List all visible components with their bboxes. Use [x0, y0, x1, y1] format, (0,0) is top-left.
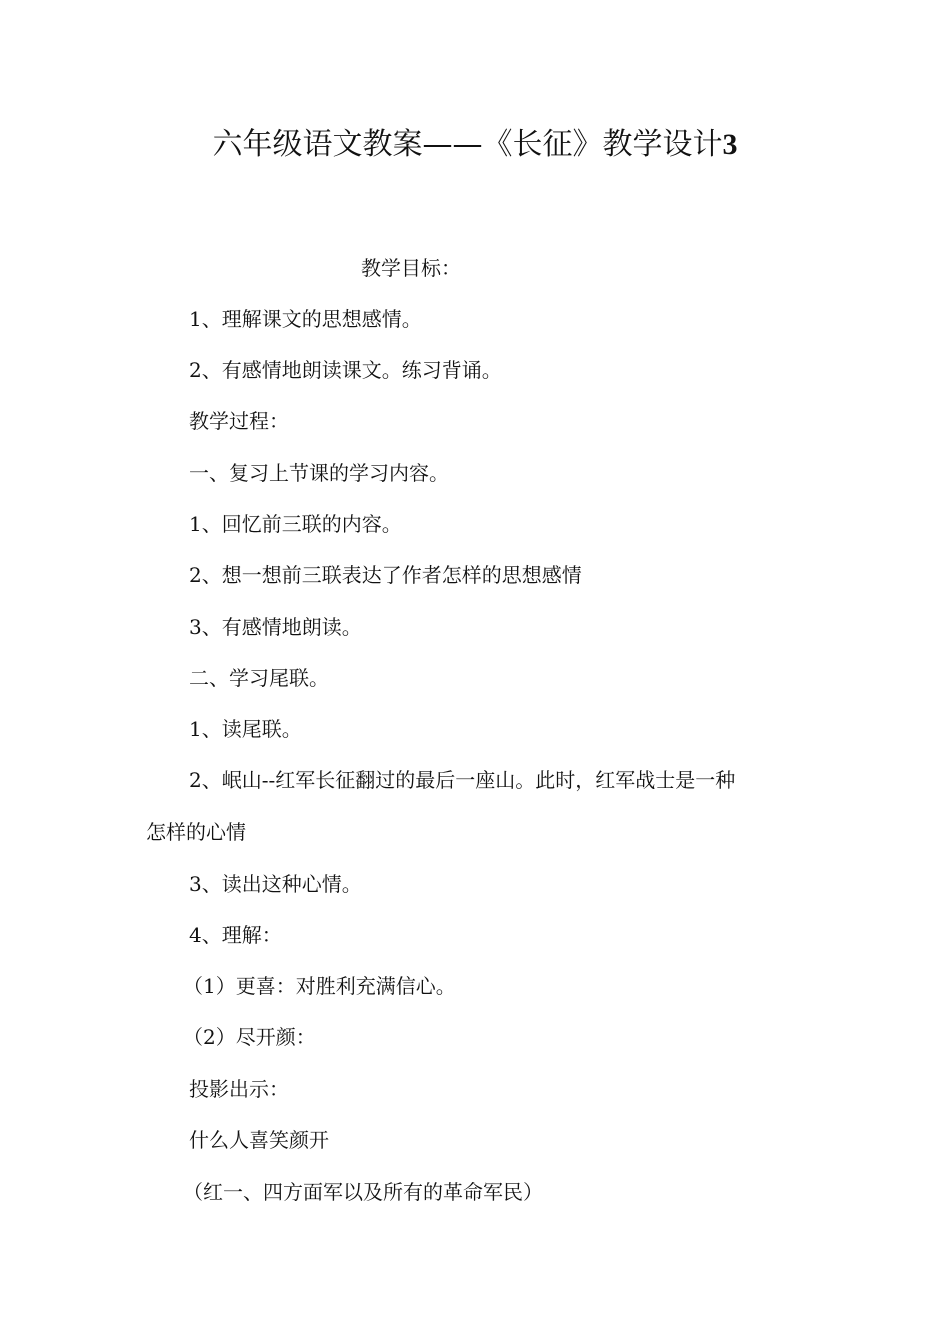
- paragraph: 1、读尾联。: [189, 717, 302, 741]
- paragraph: 3、读出这种心情。: [189, 872, 362, 896]
- paragraph: 3、有感情地朗读。: [189, 615, 362, 639]
- paragraph: （1）更喜：对胜利充满信心。: [183, 974, 456, 998]
- paragraph: 什么人喜笑颜开: [189, 1128, 329, 1152]
- section-heading: 二、学习尾联。: [189, 666, 329, 690]
- section-heading: 一、复习上节课的学习内容。: [189, 461, 449, 485]
- paragraph-continuation: 怎样的心情: [146, 820, 246, 844]
- document-title: [0, 123, 950, 167]
- paragraph: 4、理解：: [189, 923, 282, 947]
- paragraph: （红一、四方面军以及所有的革命军民）: [183, 1180, 543, 1204]
- title-number: 3: [722, 128, 738, 161]
- heading-teaching-process: 教学过程：: [189, 409, 289, 433]
- paragraph: 2、想一想前三联表达了作者怎样的思想感情: [189, 563, 582, 587]
- heading-teaching-goals: 教学目标：: [361, 256, 461, 280]
- paragraph: 2、岷山--红军长征翻过的最后一座山。此时，红军战士是一种: [189, 768, 736, 792]
- paragraph: 1、理解课文的思想感情。: [189, 307, 422, 331]
- paragraph: 投影出示：: [189, 1077, 289, 1101]
- paragraph: （2）尽开颜：: [183, 1025, 316, 1049]
- title-text: 六年级语文教案——《长征》教学设计: [212, 127, 723, 162]
- paragraph: 2、有感情地朗读课文。练习背诵。: [189, 358, 502, 382]
- paragraph: 1、回忆前三联的内容。: [189, 512, 402, 536]
